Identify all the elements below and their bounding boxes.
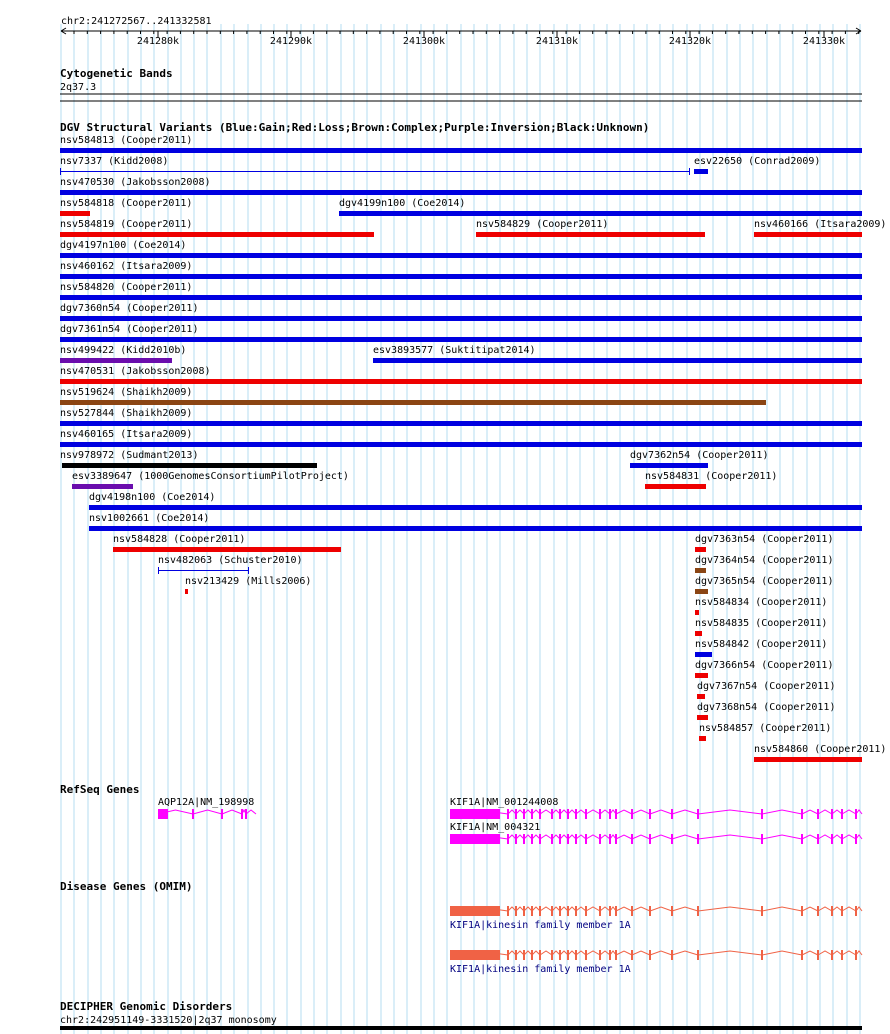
gene-exon-block [450,906,500,916]
gene-exon [599,834,601,844]
dgv-variant-label: nsv460166 (Itsara2009) [754,219,887,230]
gene-exon [531,906,533,916]
dgv-variant[interactable] [476,219,705,237]
dgv-variant-label: nsv499422 (Kidd2010b) [60,345,187,356]
gene-exon [551,950,553,960]
gene-exon [575,834,577,844]
dgv-variant-label: nsv527844 (Shaikh2009) [60,408,193,419]
dgv-variant-bar[interactable] [60,232,374,237]
dgv-variant-bar[interactable] [339,211,862,216]
gene-exon [855,834,857,844]
gene-exon [559,950,561,960]
dgv-variant[interactable] [754,744,886,762]
gene-exon [539,834,541,844]
gene-exon [507,834,509,844]
gene-exon [671,809,673,819]
dgv-variant-bar[interactable] [60,253,862,258]
gene-exon [649,809,651,819]
dgv-variant[interactable] [373,345,862,363]
gene-exon [649,834,651,844]
dgv-variant-bar[interactable] [476,232,705,237]
gene-exon [831,950,833,960]
gene-exon [761,906,763,916]
dgv-variant-label: dgv7363n54 (Cooper2011) [695,534,834,545]
omim-gene-label: KIF1A|kinesin family member 1A [450,920,631,931]
dgv-variant-bar[interactable] [185,589,188,594]
gene-exon [841,834,843,844]
dgv-variant-label: nsv584829 (Cooper2011) [476,219,609,230]
dgv-variant[interactable] [339,198,862,216]
gene-exon [245,809,247,819]
dgv-variant-bar[interactable] [695,652,712,657]
dgv-variant-label: nsv584857 (Cooper2011) [699,723,832,734]
dgv-variant-bar[interactable] [113,547,341,552]
dgv-track [60,121,886,762]
dgv-variant-label: nsv460165 (Itsara2009) [60,429,193,440]
dgv-variant[interactable] [695,534,833,552]
gene-exon [539,906,541,916]
dgv-variant-label: nsv978972 (Sudmant2013) [60,450,199,461]
dgv-track-title: DGV Structural Variants (Blue:Gain;Red:Loss;Brown:Complex;Purple:Inversion;Black:Unknown) [60,121,650,134]
gene-exon [575,809,577,819]
decipher-feature[interactable] [60,1026,862,1030]
dgv-variant[interactable] [697,702,835,720]
gene-exon [539,950,541,960]
dgv-variant-label: nsv584813 (Cooper2011) [60,135,193,146]
gene-intron [450,907,862,911]
gene-exon [761,950,763,960]
gene-exon [609,906,611,916]
gene-exon-block [450,950,500,960]
dgv-variant[interactable] [699,723,831,741]
gene-exon [609,834,611,844]
gene-exon [567,950,569,960]
ruler-tick-label: 241320k [668,36,712,47]
gene-exon [649,950,651,960]
gene-exon [551,834,553,844]
dgv-variant-label: dgv7367n54 (Cooper2011) [697,681,836,692]
dgv-variant[interactable] [695,639,827,657]
gene-exon [831,906,833,916]
gene-exon [609,809,611,819]
gene-exon [841,809,843,819]
dgv-variant-label: dgv4197n100 (Coe2014) [60,240,187,251]
gene-exon [631,906,633,916]
gene-exon [855,950,857,960]
gene-exon [567,809,569,819]
gene-exon [615,809,617,819]
gene-exon [551,906,553,916]
dgv-variant-label: esv3893577 (Suktitipat2014) [373,345,536,356]
dgv-variant-label: dgv7361n54 (Cooper2011) [60,324,199,335]
dgv-variant-label: dgv7364n54 (Cooper2011) [695,555,834,566]
dgv-variant-bar[interactable] [630,463,708,468]
gene-exon [631,834,633,844]
dgv-variant-bar[interactable] [60,442,862,447]
gene-exon [631,950,633,960]
gene-exon [697,906,699,916]
dgv-variant[interactable] [754,219,886,237]
decipher-label: chr2:242951149-3331520|2q37 monosomy [60,1015,277,1026]
dgv-variant-label: dgv7362n54 (Cooper2011) [630,450,769,461]
gene-exon [671,906,673,916]
dgv-variant[interactable] [113,534,341,552]
gene-exon [761,809,763,819]
gene-exon [515,834,517,844]
dgv-variant-bar[interactable] [699,736,706,741]
dgv-variant-label: nsv584860 (Cooper2011) [754,744,887,755]
dgv-variant[interactable] [72,471,349,489]
dgv-variant-label: nsv1002661 (Coe2014) [89,513,210,524]
dgv-variant[interactable] [697,681,835,699]
dgv-variant[interactable] [630,450,768,468]
refseq-gene-label: KIF1A|NM_001244008 [450,797,559,808]
dgv-variant-bar[interactable] [60,400,766,405]
gene-exon [649,906,651,916]
dgv-variant[interactable] [695,555,833,573]
gene-exon [507,809,509,819]
ruler-tick-label: 241310k [535,36,579,47]
gene-exon [817,834,819,844]
dgv-variant[interactable] [695,660,833,678]
gene-exon [585,809,587,819]
gene-exon [575,906,577,916]
dgv-variant-bar[interactable] [754,757,862,762]
dgv-variant-label: nsv470530 (Jakobsson2008) [60,177,211,188]
dgv-variant-label: nsv584842 (Cooper2011) [695,639,828,650]
ruler-tick-label: 241290k [269,36,313,47]
gene-exon [761,834,763,844]
dgv-variant[interactable] [60,450,317,468]
gene-exon [615,834,617,844]
dgv-variant-bar[interactable] [89,526,862,531]
gene-exon [507,906,509,916]
gene-exon [531,834,533,844]
dgv-variant-bar[interactable] [62,463,317,468]
gene-exon [539,809,541,819]
refseq-track-title: RefSeq Genes [60,783,140,796]
dgv-variant-bar[interactable] [60,421,862,426]
dgv-variant-bar[interactable] [60,379,862,384]
dgv-variant-bar[interactable] [60,316,862,321]
gene-exon [523,809,525,819]
gene-exon [615,906,617,916]
cytoband-track-title: Cytogenetic Bands [60,67,173,80]
dgv-variant-bar[interactable] [60,190,862,195]
dgv-variant-bar[interactable] [60,337,862,342]
cytoband-label: 2q37.3 [60,82,97,93]
dgv-variant-bar[interactable] [72,484,133,489]
decipher-track-title: DECIPHER Genomic Disorders [60,1000,233,1013]
gene-exon [585,950,587,960]
gene-intron [450,810,862,814]
dgv-variant[interactable] [89,513,862,531]
gene-exon [531,950,533,960]
dgv-variant-label: nsv7337 (Kidd2008) [60,156,169,167]
dgv-variant-bar[interactable] [695,610,699,615]
gene-exon [559,809,561,819]
gene-exon [531,809,533,819]
gene-exon [817,906,819,916]
refseq-gene-label: AQP12A|NM_198998 [158,797,255,808]
dgv-variant[interactable] [645,471,777,489]
dgv-variant[interactable] [695,576,833,594]
gene-exon [523,834,525,844]
dgv-variant-bar[interactable] [694,169,708,174]
gene-exon [697,834,699,844]
gene-exon [507,950,509,960]
dgv-variant-label: nsv470531 (Jakobsson2008) [60,366,211,377]
dgv-variant-bar[interactable] [60,295,862,300]
gene-exon [801,950,803,960]
dgv-variant-bar[interactable] [695,568,706,573]
gene-exon [801,834,803,844]
gene-exon-block [450,834,500,844]
gene-intron [450,951,862,955]
dgv-variant-label: nsv482063 (Schuster2010) [158,555,303,566]
gene-exon [192,809,194,819]
refseq-gene-label: KIF1A|NM_004321 [450,822,541,833]
dgv-variant-bar[interactable] [60,211,90,216]
dgv-variant-label: nsv519624 (Shaikh2009) [60,387,193,398]
dgv-variant-label: dgv7368n54 (Cooper2011) [697,702,836,713]
dgv-variant-label: nsv584835 (Cooper2011) [695,618,828,629]
gene-exon [609,950,611,960]
dgv-variant-label: nsv584834 (Cooper2011) [695,597,828,608]
dgv-variant[interactable] [158,555,303,574]
gene-exon [697,809,699,819]
gene-exon [567,834,569,844]
gene-exon [585,906,587,916]
gene-exon [515,906,517,916]
gene-exon [831,834,833,844]
dgv-variant-label: nsv213429 (Mills2006) [185,576,312,587]
gene-exon [221,809,223,819]
dgv-variant-label: nsv584831 (Cooper2011) [645,471,778,482]
ruler-tick-label: 241300k [402,36,446,47]
dgv-variant-label: esv22650 (Conrad2009) [694,156,821,167]
gene-exon [671,950,673,960]
dgv-variant-label: esv3389647 (1000GenomesConsortiumPilotProject) [72,471,349,482]
gene-exon [599,906,601,916]
dgv-variant-bar[interactable] [89,505,862,510]
dgv-variant[interactable] [695,618,827,636]
dgv-variant[interactable] [89,492,862,510]
gene-exon [551,809,553,819]
dgv-variant[interactable] [60,345,186,363]
gene-exon [567,906,569,916]
dgv-variant-label: dgv7365n54 (Cooper2011) [695,576,834,587]
dgv-variant-label: nsv584818 (Cooper2011) [60,198,193,209]
dgv-variant-bar[interactable] [697,694,705,699]
dgv-variant-bar[interactable] [60,274,862,279]
dgv-variant-label: nsv584828 (Cooper2011) [113,534,246,545]
gene-exon [559,906,561,916]
gene-exon [615,950,617,960]
refseq-gene-kif1a-2[interactable] [450,834,862,844]
gene-exon [817,809,819,819]
gene-exon [855,809,857,819]
ruler-location: chr2:241272567..241332581 [61,16,212,27]
dgv-variant-label: dgv4199n100 (Coe2014) [339,198,466,209]
dgv-variant[interactable] [60,198,192,216]
gene-exon [817,950,819,960]
gene-exon [801,809,803,819]
gene-exon [697,950,699,960]
dgv-variant-bar[interactable] [373,358,862,363]
dgv-variant-label: nsv460162 (Itsara2009) [60,261,193,272]
omim-track-title: Disease Genes (OMIM) [60,880,193,893]
dgv-variant-bar[interactable] [697,715,708,720]
dgv-variant-bar[interactable] [695,589,708,594]
gene-exon [631,809,633,819]
dgv-variant-bar[interactable] [60,358,172,363]
gene-exon [523,950,525,960]
gene-exon [801,906,803,916]
gene-exon [841,950,843,960]
omim-gene-kif1a-2[interactable] [450,950,862,960]
gene-exon [559,834,561,844]
gene-exon [241,809,243,819]
gene-exon [599,950,601,960]
omim-gene-kif1a-1[interactable] [450,906,862,916]
gene-exon [831,809,833,819]
dgv-variant[interactable] [695,597,827,615]
dgv-variant-label: nsv584820 (Cooper2011) [60,282,193,293]
gene-exon-block [158,809,168,819]
dgv-variant-label: dgv4198n100 (Coe2014) [89,492,216,503]
dgv-variant-bar[interactable] [645,484,706,489]
gene-exon [585,834,587,844]
dgv-variant-bar[interactable] [60,148,862,153]
dgv-variant-bar[interactable] [695,631,702,636]
ruler-tick-label: 241280k [136,36,180,47]
gene-exon [841,906,843,916]
gene-exon [523,906,525,916]
dgv-variant-bar[interactable] [754,232,862,237]
gene-intron [450,835,862,839]
ruler-tick-label: 241330k [802,36,846,47]
gene-exon [515,809,517,819]
dgv-variant-label: dgv7366n54 (Cooper2011) [695,660,834,671]
dgv-variant-label: nsv584819 (Cooper2011) [60,219,193,230]
dgv-variant-label: dgv7360n54 (Cooper2011) [60,303,199,314]
gene-exon [671,834,673,844]
gene-exon-block [450,809,500,819]
gene-exon [575,950,577,960]
dgv-variant-bar[interactable] [695,547,706,552]
omim-gene-label: KIF1A|kinesin family member 1A [450,964,631,975]
refseq-gene-kif1a-1[interactable] [450,809,862,819]
gene-exon [515,950,517,960]
gene-exon [855,906,857,916]
gene-exon [599,809,601,819]
dgv-variant-bar[interactable] [695,673,708,678]
